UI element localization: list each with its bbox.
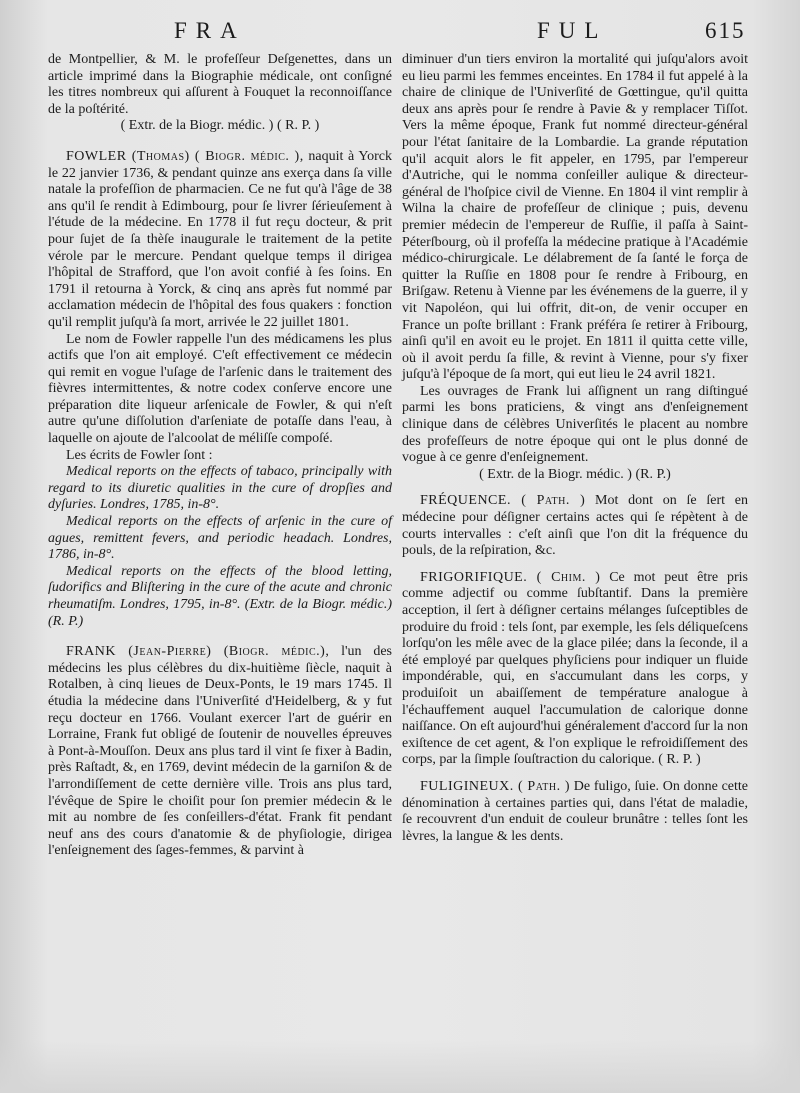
running-header — [0, 14, 800, 46]
fowler-paragraph-3: Les écrits de Fowler ſont : — [66, 447, 213, 463]
fouquet-source: ( Extr. de la Biogr. médic. ) ( R. P. ) — [120, 118, 320, 134]
right-column — [402, 52, 748, 845]
frank-text: l'un des médecins les plus célèbres du dix-huitième ſiècle, naquit à Rotalben, à cinq lieues de Deux-Ponts, le 19 mars 1745. Il étudia la médecine dans l'Univerſité d'Heidelberg, & y fut reçu docteur en 1766. Voulant exercer l'art de guérir en Lorraine, Frank fut obligé de ſoutenir de nouvelles épreuves à Pont-à-Mouſſon. Deux ans plus tard il vint ſe fixer à Badin, près Raſtadt, &, en 1769, devint médecin de la garniſon & de l'arrondiſſement de cette dernière ville. Trois ans plus tard, l'évêque de Spire le choiſit pour ſon premier médecin & le mit au nombre de ſes conſeillers-d'état. Frank fit pendant neuf ans des cours d'anatomie & de phyſiologie, dirigea l'enſeignement des ſages-femmes, & parvint à — [48, 644, 392, 859]
left-column — [48, 52, 392, 860]
header-right-keyword: FUL — [537, 18, 608, 43]
frequence-entry — [402, 493, 748, 559]
fuligineux-entry — [402, 779, 748, 845]
fouquet-paragraph: de Montpellier, & M. le profeſſeur Deſgenettes, dans un article imprimé dans la Biographie médicale, ont conſigné les titres nombreux qui aſſurent à Fouquet la reconnoiſſance de la poſtérité. — [48, 52, 392, 117]
frequence-text: Mot dont on ſe ſert en médecine pour déſigner certains actes qui ſe répètent à de courts intervalles : c'eſt ainſi que l'on dit la fréquence du pouls, de la reſpiration, &c. — [402, 493, 748, 559]
fuligineux-text: De fuligo, ſuie. On donne cette dénomination à certaines parties qui, dans l'état de maladie, ſe recouvrent d'un enduit de couleur brunâtre : telles ſont les lèvres, la langue & les dents. — [402, 778, 748, 844]
page-bottom-shading — [0, 1040, 800, 1093]
fowler-paragraph-2: Le nom de Fowler rappelle l'un des médicamens les plus actifs que l'on ait employé. C'eſt effectivement ce médecin qui remit en vogue l'uſage de l'arſenic dans le traitement des fièvres intermittentes, & notre codex conſerve encore une préparation dite liqueur arſenicale de Fowler, & qui n'eſt autre qu'une diſſolution d'arſeniate de potaſſe dans l'eau, à laquelle on ajoute de l'alcoolat de méliſſe compoſé. — [48, 331, 392, 447]
page-number: 615 — [705, 18, 746, 43]
fowler-work-3: Medical reports on the effects of the blood letting, ſudorifics and Bliſtering in the cure of the acute and chronic rheumatiſm. Londres, 1795, in-8°. (Extr. de la Biogr. médic.) (R. P.) — [48, 563, 392, 629]
fowler-entry — [48, 149, 392, 332]
fowler-text: naquit à Yorck le 22 janvier 1736, & pendant quinze ans exerça dans ſa ville natale la profeſſion de pharmacien. Ce ne fut qu'à l'âge de 38 ans qu'il ſe rendit à Edimbourg, pour ſe livrer ſérieuſement à l'étude de la médecine. En 1778 il fut reçu docteur, & prit pour ſujet de ſa thèſe inaugurale le traitement de la petite vérole par le mercure. Pendant quelque temps il dirigea l'hôpital de Strafford, que l'on avoit confié à ſes ſoins. En 1791 il retourna à Yorck, & cinq ans après fut nommé par acclamation médecin de l'hôpital des fous quakers : fonction qu'il remplit juſqu'à ſa mort, arrivée le 22 juillet 1801. — [48, 148, 392, 330]
frequence-headword: FRÉQUENCE. ( Path. ) — [420, 493, 586, 509]
frank-entry — [48, 644, 392, 860]
frank-continuation: diminuer d'un tiers environ la mortalité qui juſqu'alors avoit eu lieu parmi les femmes enceintes. En 1784 il fut appelé à la chaire de clinique de l'Univerſité de Gœttingue, qu'il quitta deux ans après pour ſe rendre à Pavie & y remplacer Tiſſot. Vers la même époque, Frank fut nommé directeur-général pour l'état ſanitaire de la Lombardie. La grande réputation qu'il acquit alors le fit appeler, en 1795, par l'empereur d'Autriche, qui le nomma conſeiller aulique & directeur-général de l'hoſpice civil de Vienne. En 1804 il vint remplir à Wilna la chaire de profeſſeur de clinique ; puis, devenu premier médecin de l'empereur de Ruſſie, il paſſa à Saint-Péterſbourg, où il profeſſa la médecine pratique à l'Académie médico-chirurgicale. Le délabrement de ſa ſanté le força de quitter la Ruſſie en 1808 pour ſe rendre à Fribourg, en Briſgaw. Retenu à Vienne par les événemens de la guerre, il y vit Napoléon, qui lui offrit, dit-on, de venir occuper en France un poſte brillant : Frank préféra ſe retirer à Fribourg, ainſi qu'il en avoit eu le projet. En 1811 il quitta cette ville, où il avoit perdu ſa fille, & revint à Vienne, pour s'y fixer juſqu'à l'époque de ſa mort, qui eut lieu le 24 avril 1821. — [402, 52, 748, 383]
frigorifique-text: Ce mot peut être pris comme adjectif ou comme ſubſtantif. Dans la première acception, il ſert à déſigner certains mélanges ſuſceptibles de produire du froid : tels ſont, par exemple, les ſels déliqueſcens lorſqu'on les mêle avec de la glace pilée; dans la ſeconde, il a été employé par quelques phyſiciens pour indiquer un fluide impondérable, qui, en s'accumulant dans les corps, y produiſoit un abaiſſement de température analogue à l'échauffement auquel l'accumulation de calorique donne naiſſance. On eſt aujourd'hui généralement d'accord ſur la non exiſtence de cet agent, & l'on explique le refroidiſſement des corps, par la ſimple ſouſtraction du calorique. — [402, 569, 749, 768]
frank-source: ( Extr. de la Biogr. médic. ) (R. P.) — [479, 466, 671, 482]
fowler-work-2: Medical reports on the effects of arſenic in the cure of agues, remittent fevers, and periodic headach. Londres, 1786, in-8°. — [48, 514, 392, 563]
frank-headword: FRANK (Jean-Pierre) (Biogr. médic.), — [66, 644, 330, 660]
fowler-work-1: Medical reports on the effects of tabaco, principally with regard to its diuretic qualities in the cure of dropſies and dyſuries. Londres, 1785, in-8°. — [48, 464, 392, 513]
frigorifique-entry — [402, 570, 748, 769]
header-left-keyword: FRA — [174, 18, 246, 43]
frigorifique-headword: FRIGORIFIQUE. ( Chim. ) — [420, 569, 601, 585]
fowler-headword: FOWLER (Thomas) ( Biogr. médic. ), — [66, 148, 304, 164]
fuligineux-headword: FULIGINEUX. ( Path. ) — [420, 778, 571, 794]
frigorifique-source: ( R. P. ) — [658, 752, 701, 768]
frank-paragraph-3: Les ouvrages de Frank lui aſſignent un rang diſtingué parmi les bons praticiens, & vingt ans d'enſeignement clinique dans de célèbres Univerſités le placent au nombre des profeſſeurs de notre époque qui ont le plus donné de vogue à ce genre d'enſeignement. — [402, 383, 748, 466]
